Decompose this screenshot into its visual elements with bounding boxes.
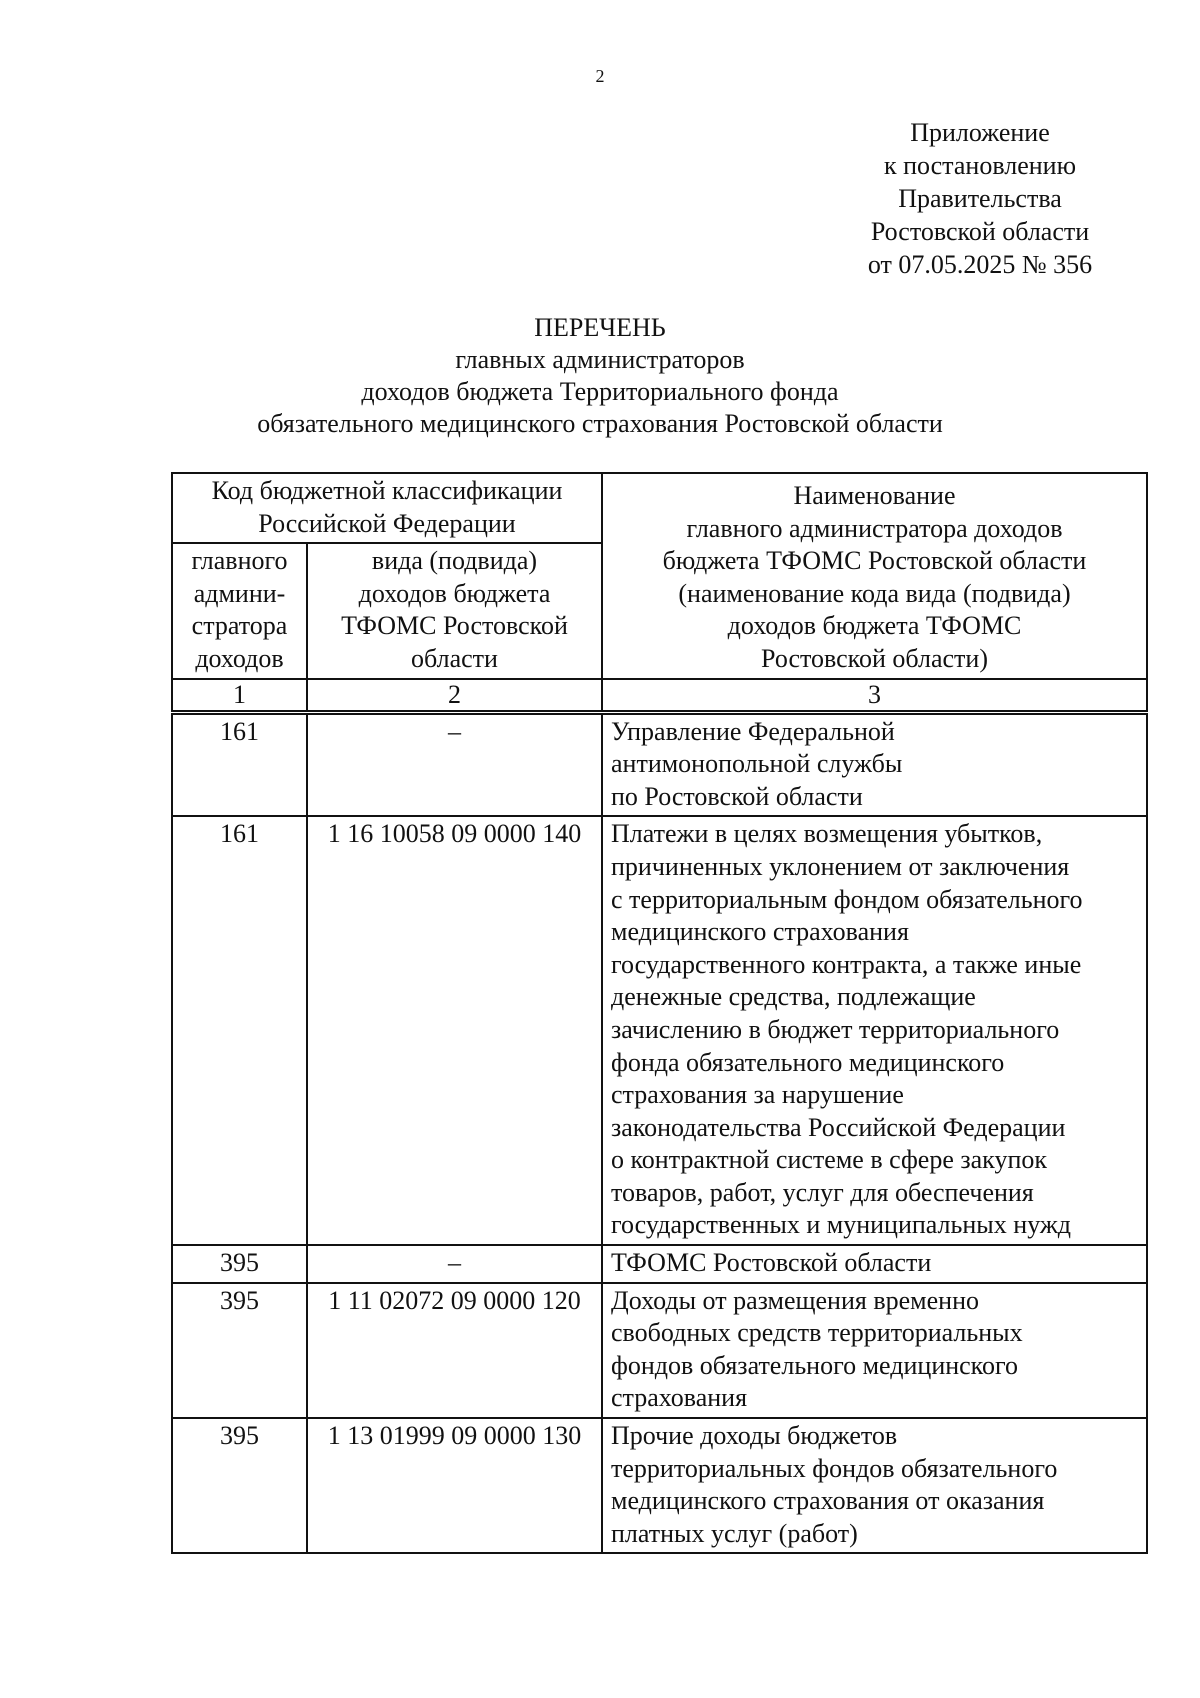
name-line: страхования за нарушение <box>611 1080 904 1110</box>
header-budget-classification <box>172 473 602 543</box>
column-number: 2 <box>307 679 602 713</box>
table-row <box>172 816 1147 1245</box>
name-line: зачислению в бюджет территориального <box>611 1014 1060 1044</box>
header-line: Код бюджетной классификации <box>211 476 563 505</box>
name-line: территориальных фондов обязательного <box>611 1453 1058 1483</box>
header-line: Российской Федерации <box>258 508 516 538</box>
header-line: Наименование <box>793 481 956 510</box>
name-line: страхования <box>611 1383 748 1413</box>
table-row <box>172 1418 1147 1553</box>
admin-code: 161 <box>172 816 307 1245</box>
revenue-administrators-table <box>171 472 1148 1554</box>
header-line: доходов <box>195 643 284 673</box>
admin-name <box>602 712 1147 816</box>
admin-name <box>602 1245 1147 1283</box>
header-line: (наименование кода вида (подвида) <box>678 578 1071 608</box>
table-row <box>172 1283 1147 1418</box>
title-heading: ПЕРЕЧЕНЬ <box>534 313 666 342</box>
header-line: главного <box>191 546 288 576</box>
document-title <box>0 312 1200 440</box>
appendix-line: Приложение <box>910 118 1050 147</box>
revenue-code: – <box>307 1245 602 1283</box>
table-header-row <box>172 473 1147 543</box>
appendix-line: к постановлению <box>883 151 1077 180</box>
appendix-line: Правительства <box>898 184 1062 213</box>
appendix-line: Ростовской области <box>870 217 1090 246</box>
revenue-name <box>602 1418 1147 1553</box>
name-line: Прочие доходы бюджетов <box>611 1421 898 1451</box>
header-line: доходов бюджета ТФОМС <box>727 611 1022 641</box>
admin-code: 395 <box>172 1418 307 1553</box>
revenue-code: 1 11 02072 09 0000 120 <box>307 1283 602 1418</box>
header-code-column <box>307 543 602 678</box>
admin-code: 395 <box>172 1245 307 1283</box>
appendix-block <box>830 116 1130 281</box>
table-row <box>172 1245 1147 1283</box>
revenue-name <box>602 816 1147 1245</box>
name-line: товаров, работ, услуг для обеспечения <box>611 1177 1034 1207</box>
name-line: фонда обязательного медицинского <box>611 1047 1005 1077</box>
header-line: главного администратора доходов <box>686 513 1063 543</box>
header-line: стратора <box>191 611 288 641</box>
name-line: государственного контракта, а также иные <box>611 949 1082 979</box>
name-line: с территориальным фондом обязательного <box>611 884 1083 914</box>
header-line: админи- <box>193 578 286 608</box>
name-line: свободных средств территориальных <box>611 1318 1023 1348</box>
name-line: государственных и муниципальных нужд <box>611 1210 1072 1240</box>
header-line: доходов бюджета <box>358 578 551 608</box>
name-line: причиненных уклонением от заключения <box>611 851 1070 881</box>
name-line: денежные средства, подлежащие <box>611 982 976 1012</box>
name-line: ТФОМС Ростовской области <box>611 1248 932 1278</box>
revenue-code: – <box>307 712 602 816</box>
column-numbers-row <box>172 679 1147 713</box>
column-number: 3 <box>602 679 1147 713</box>
name-line: медицинского страхования <box>611 917 909 947</box>
header-line: области <box>411 643 498 673</box>
column-number: 1 <box>172 679 307 713</box>
name-line: Платежи в целях возмещения убытков, <box>611 819 1043 849</box>
title-line: доходов бюджета Территориального фонда <box>361 377 839 406</box>
revenue-code: 1 13 01999 09 0000 130 <box>307 1418 602 1553</box>
revenue-name <box>602 1283 1147 1418</box>
name-line: фондов обязательного медицинского <box>611 1350 1019 1380</box>
admin-code: 395 <box>172 1283 307 1418</box>
header-line: Ростовской области) <box>761 643 988 673</box>
page-number: 2 <box>595 66 605 86</box>
revenue-code: 1 16 10058 09 0000 140 <box>307 816 602 1245</box>
name-line: медицинского страхования от оказания <box>611 1486 1045 1516</box>
name-line: по Ростовской области <box>611 781 863 811</box>
appendix-line: от 07.05.2025 № 356 <box>867 250 1093 279</box>
header-line: бюджета ТФОМС Ростовской области <box>662 546 1087 576</box>
name-line: антимонопольной службы <box>611 749 903 779</box>
title-line: обязательного медицинского страхования Ростовской области <box>257 409 943 438</box>
header-line: вида (подвида) <box>371 546 538 576</box>
table-row <box>172 712 1147 816</box>
header-admin-column <box>172 543 307 678</box>
admin-code: 161 <box>172 712 307 816</box>
name-line: Доходы от размещения временно <box>611 1285 979 1315</box>
name-line: законодательства Российской Федерации <box>611 1112 1066 1142</box>
header-line: ТФОМС Ростовской <box>341 611 568 641</box>
name-line: о контрактной системе в сфере закупок <box>611 1145 1047 1175</box>
title-line: главных администраторов <box>455 345 745 374</box>
name-line: Управление Федеральной <box>611 716 895 746</box>
name-line: платных услуг (работ) <box>611 1518 858 1548</box>
header-name-column <box>602 473 1147 679</box>
